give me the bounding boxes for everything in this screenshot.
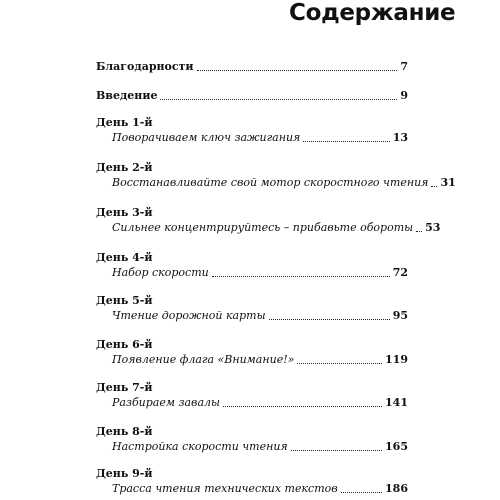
toc-page-number: 31 (440, 176, 456, 189)
day-heading: День 7-й (96, 381, 153, 394)
toc-entry-day-9[interactable] (112, 479, 408, 495)
toc-entry-title: Трасса чтения технических текстов (112, 482, 338, 495)
toc-page-number: 186 (385, 482, 408, 495)
toc-entry-day-2[interactable] (112, 173, 456, 189)
toc-page-number: 165 (385, 440, 408, 453)
toc-entry-title: Чтение дорожной карты (112, 309, 266, 322)
toc-entry-acknowledgements[interactable] (96, 57, 408, 73)
toc-entry-day-8[interactable] (112, 437, 408, 453)
toc-entry-title: Поворачиваем ключ зажигания (112, 131, 301, 144)
toc-entry-introduction[interactable] (96, 86, 408, 102)
dot-leader (297, 363, 382, 364)
day-heading: День 8-й (96, 425, 153, 438)
toc-entry-title: Разбираем завалы (112, 396, 220, 409)
toc-entry-day-5[interactable] (112, 306, 408, 322)
day-heading: День 1-й (96, 116, 153, 129)
dot-leader (160, 99, 397, 100)
day-heading: День 5-й (96, 294, 153, 307)
dot-leader (197, 70, 398, 71)
toc-page-number: 9 (400, 89, 408, 102)
toc-page-number: 72 (392, 266, 408, 279)
page-title: Содержание (289, 0, 456, 26)
toc-entry-title: Появление флага «Внимание!» (112, 353, 295, 366)
dot-leader (341, 492, 382, 493)
day-heading: День 6-й (96, 338, 153, 351)
toc-page-number: 13 (392, 131, 408, 144)
dot-leader (212, 276, 390, 277)
toc-entry-title: Благодарности (96, 60, 194, 73)
toc-page-number: 119 (385, 353, 408, 366)
toc-entry-title: Сильнее концентрируйтесь – прибавьте обороты (112, 221, 414, 234)
toc-page-number: 53 (425, 221, 441, 234)
toc-page-number: 95 (392, 309, 408, 322)
toc-page-number: 141 (385, 396, 408, 409)
dot-leader (303, 141, 389, 142)
dot-leader (291, 450, 382, 451)
dot-leader (416, 231, 422, 232)
toc-entry-title: Введение (96, 89, 158, 102)
toc-entry-day-6[interactable] (112, 350, 408, 366)
toc-entry-title: Восстанавливайте свой мотор скоростного чтения (112, 176, 429, 189)
day-heading: День 2-й (96, 161, 153, 174)
toc-page-number: 7 (400, 60, 408, 73)
day-heading: День 9-й (96, 467, 153, 480)
toc-entry-day-3[interactable] (112, 218, 441, 234)
dot-leader (431, 186, 437, 187)
toc-entry-title: Набор скорости (112, 266, 209, 279)
dot-leader (223, 406, 382, 407)
day-heading: День 3-й (96, 206, 153, 219)
toc-entry-day-7[interactable] (112, 393, 408, 409)
toc-entry-day-4[interactable] (112, 263, 408, 279)
toc-entry-day-1[interactable] (112, 128, 408, 144)
table-of-contents (96, 0, 456, 500)
day-heading: День 4-й (96, 251, 153, 264)
dot-leader (269, 319, 390, 320)
toc-entry-title: Настройка скорости чтения (112, 440, 288, 453)
